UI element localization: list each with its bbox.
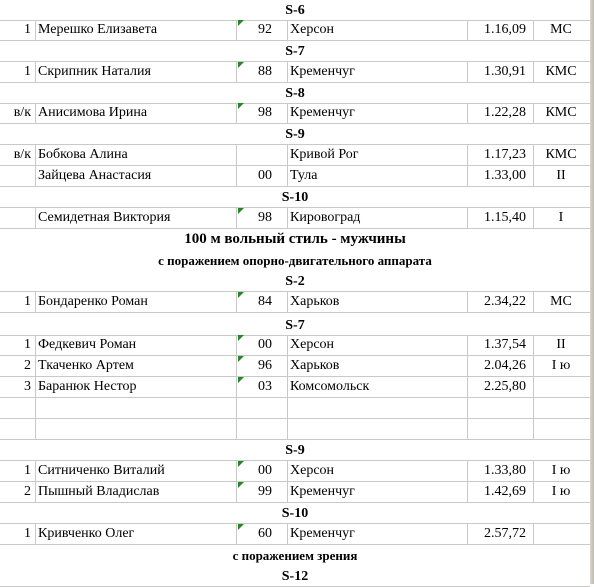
table-row: [0, 166, 590, 187]
section-heading: 100 м вольный стиль - мужчины: [184, 231, 406, 247]
grid-line: [533, 398, 534, 419]
grid-line: [236, 292, 237, 313]
rank-cell: МС: [550, 294, 572, 309]
city-cell: Кременчуг: [290, 484, 355, 499]
rank-cell: [534, 377, 588, 397]
time-cell: 2.34,22: [484, 294, 526, 309]
grid-line: [35, 461, 36, 482]
place-cell: [0, 208, 33, 228]
grid-line: [35, 103, 36, 124]
cell-comment-marker: [238, 62, 244, 68]
name-cell: Пышный Владислав: [38, 484, 160, 499]
window-edge: [590, 0, 594, 584]
grid-line: [236, 145, 237, 166]
grid-line: [236, 208, 237, 229]
grid-line: [533, 461, 534, 482]
city-cell: Харьков: [290, 294, 340, 309]
time-cell: 1.17,23: [484, 147, 526, 162]
rank-cell: КМС: [545, 147, 577, 162]
city-cell: Херсон: [290, 337, 335, 352]
grid-line: [467, 356, 468, 377]
table-row: [0, 398, 590, 419]
name-cell: Анисимова Ирина: [38, 105, 148, 120]
table-row: [0, 145, 590, 166]
time-cell: [468, 398, 532, 418]
grid-line: [533, 62, 534, 83]
table-row: [0, 377, 590, 398]
class-header: S-10: [281, 190, 309, 205]
rank-cell: МС: [550, 22, 572, 37]
cell-comment-marker: [238, 482, 244, 488]
grid-line: [533, 208, 534, 229]
grid-line: [35, 356, 36, 377]
place-cell: [0, 398, 33, 418]
grid-line: [467, 62, 468, 83]
grid-line: [467, 482, 468, 503]
year-cell: 00: [258, 168, 272, 183]
grid-line: [533, 103, 534, 124]
time-cell: 1.33,80: [484, 463, 526, 478]
year-cell: 03: [258, 379, 272, 394]
city-cell: Харьков: [290, 358, 340, 373]
grid-line: [236, 398, 237, 419]
grid-line: [287, 208, 288, 229]
grid-line: [287, 335, 288, 356]
city-cell: Кременчуг: [290, 105, 355, 120]
grid-line: [467, 20, 468, 41]
cell-comment-marker: [238, 208, 244, 214]
grid-line: [467, 145, 468, 166]
name-cell: Кривченко Олег: [38, 526, 135, 541]
grid-line: [287, 461, 288, 482]
grid-line: [287, 419, 288, 440]
city-cell: Кременчуг: [290, 526, 355, 541]
grid-line: [236, 166, 237, 187]
name-cell: Семидетная Виктория: [38, 210, 171, 225]
grid-line: [287, 356, 288, 377]
table-row: [0, 208, 590, 229]
cell-comment-marker: [238, 377, 244, 383]
grid-line: [35, 398, 36, 419]
grid-line: [533, 482, 534, 503]
grid-line: [35, 524, 36, 545]
grid-line: [287, 145, 288, 166]
grid-line: [533, 292, 534, 313]
table-row: [0, 62, 590, 83]
year-cell: 00: [258, 463, 272, 478]
grid-line: [287, 482, 288, 503]
place-cell: 1: [24, 463, 31, 478]
class-header: S-10: [281, 506, 309, 521]
rank-cell: [534, 398, 588, 418]
grid-line: [287, 166, 288, 187]
grid-line: [287, 524, 288, 545]
year-cell: 84: [258, 294, 272, 309]
time-cell: 1.22,28: [484, 105, 526, 120]
name-cell: [38, 398, 235, 418]
year-cell: [237, 419, 285, 439]
table-row: [0, 20, 590, 41]
cell-comment-marker: [238, 103, 244, 109]
grid-line: [467, 377, 468, 398]
place-cell: 2: [24, 358, 31, 373]
time-cell: 2.04,26: [484, 358, 526, 373]
time-cell: 1.15,40: [484, 210, 526, 225]
city-cell: Комсомольск: [290, 379, 370, 394]
year-cell: 99: [258, 484, 272, 499]
grid-line: [236, 335, 237, 356]
grid-line: [236, 356, 237, 377]
place-cell: 1: [24, 64, 31, 79]
rank-cell: [534, 524, 588, 544]
place-cell: 1: [24, 337, 31, 352]
time-cell: 1.37,54: [484, 337, 526, 352]
city-cell: [290, 398, 466, 418]
name-cell: Скрипник Наталия: [38, 64, 151, 79]
class-header: S-8: [285, 86, 305, 101]
year-cell: 60: [258, 526, 272, 541]
city-cell: Кировоград: [290, 210, 361, 225]
grid-line: [287, 398, 288, 419]
grid-line: [467, 398, 468, 419]
rank-cell: I: [558, 210, 564, 225]
grid-line: [533, 356, 534, 377]
rank-cell: I ю: [551, 463, 571, 478]
year-cell: 88: [258, 64, 272, 79]
rank-cell: КМС: [545, 64, 577, 79]
city-cell: Херсон: [290, 22, 335, 37]
time-cell: 1.30,91: [484, 64, 526, 79]
name-cell: [38, 419, 235, 439]
place-cell: 3: [24, 379, 31, 394]
name-cell: Зайцева Анастасия: [38, 168, 152, 183]
time-cell: 1.33,00: [484, 168, 526, 183]
grid-line: [533, 145, 534, 166]
year-cell: 96: [258, 358, 272, 373]
time-cell: [468, 419, 532, 439]
grid-line: [236, 524, 237, 545]
grid-line: [0, 312, 590, 313]
rank-cell: КМС: [545, 105, 577, 120]
grid-line: [35, 419, 36, 440]
name-cell: Мерешко Елизавета: [38, 22, 158, 37]
grid-line: [236, 482, 237, 503]
name-cell: Баранюк Нестор: [38, 379, 137, 394]
grid-line: [236, 461, 237, 482]
table-row: [0, 524, 590, 545]
grid-line: [467, 166, 468, 187]
time-cell: 1.16,09: [484, 22, 526, 37]
grid-line: [533, 166, 534, 187]
city-cell: Кременчуг: [290, 64, 355, 79]
grid-line: [287, 377, 288, 398]
grid-line: [467, 208, 468, 229]
cell-comment-marker: [238, 356, 244, 362]
name-cell: Федкевич Роман: [38, 337, 137, 352]
year-cell: [237, 145, 285, 165]
place-cell: 1: [24, 526, 31, 541]
grid-line: [467, 419, 468, 440]
cell-comment-marker: [238, 524, 244, 530]
class-header: S-7: [285, 44, 305, 59]
rank-cell: [534, 419, 588, 439]
grid-line: [35, 208, 36, 229]
section-heading: с поражением зрения: [232, 548, 358, 563]
grid-line: [533, 377, 534, 398]
grid-line: [467, 524, 468, 545]
grid-line: [236, 419, 237, 440]
city-cell: Кривой Рог: [290, 147, 359, 162]
place-cell: 1: [24, 22, 31, 37]
time-cell: 2.57,72: [484, 526, 526, 541]
table-row: [0, 419, 590, 440]
place-cell: в/к: [13, 147, 31, 162]
grid-line: [467, 103, 468, 124]
grid-line: [467, 461, 468, 482]
place-cell: [0, 419, 33, 439]
grid-line: [35, 166, 36, 187]
city-cell: Херсон: [290, 463, 335, 478]
table-row: [0, 482, 590, 503]
year-cell: 98: [258, 105, 272, 120]
class-header: S-2: [285, 274, 305, 289]
class-header: S-7: [285, 318, 305, 333]
cell-comment-marker: [238, 292, 244, 298]
time-cell: 1.42,69: [484, 484, 526, 499]
rank-cell: II: [556, 337, 566, 352]
class-header: S-9: [285, 127, 305, 142]
grid-line: [287, 62, 288, 83]
class-header: S-12: [281, 569, 309, 584]
grid-line: [35, 62, 36, 83]
time-cell: 2.25,80: [484, 379, 526, 394]
place-cell: [0, 166, 33, 186]
cell-comment-marker: [238, 461, 244, 467]
table-row: [0, 103, 590, 124]
table-row: [0, 356, 590, 377]
grid-line: [236, 20, 237, 41]
year-cell: [237, 398, 285, 418]
year-cell: 92: [258, 22, 272, 37]
year-cell: 98: [258, 210, 272, 225]
grid-line: [533, 524, 534, 545]
table-row: [0, 335, 590, 356]
grid-line: [236, 62, 237, 83]
grid-line: [467, 335, 468, 356]
grid-line: [35, 145, 36, 166]
rank-cell: I ю: [551, 484, 571, 499]
rank-cell: II: [556, 168, 566, 183]
cell-comment-marker: [238, 20, 244, 26]
grid-line: [35, 482, 36, 503]
grid-line: [236, 103, 237, 124]
name-cell: Ситниченко Виталий: [38, 463, 165, 478]
grid-line: [35, 377, 36, 398]
name-cell: Бобкова Алина: [38, 147, 128, 162]
city-cell: [290, 419, 466, 439]
place-cell: 2: [24, 484, 31, 499]
rank-cell: I ю: [551, 358, 571, 373]
grid-line: [533, 335, 534, 356]
name-cell: Ткаченко Артем: [38, 358, 134, 373]
grid-line: [35, 20, 36, 41]
grid-line: [287, 292, 288, 313]
grid-line: [35, 335, 36, 356]
grid-line: [287, 20, 288, 41]
name-cell: Бондаренко Роман: [38, 294, 148, 309]
class-header: S-6: [285, 3, 305, 18]
table-row: [0, 461, 590, 482]
section-heading: с поражением опорно-двигательного аппарата: [158, 253, 432, 268]
grid-line: [533, 20, 534, 41]
table-row: [0, 292, 590, 313]
grid-line: [533, 419, 534, 440]
grid-line: [236, 377, 237, 398]
class-header: S-9: [285, 443, 305, 458]
year-cell: 00: [258, 337, 272, 352]
city-cell: Тула: [290, 168, 318, 183]
place-cell: 1: [24, 294, 31, 309]
grid-line: [467, 292, 468, 313]
place-cell: в/к: [13, 105, 31, 120]
grid-line: [35, 292, 36, 313]
grid-line: [287, 103, 288, 124]
cell-comment-marker: [238, 335, 244, 341]
